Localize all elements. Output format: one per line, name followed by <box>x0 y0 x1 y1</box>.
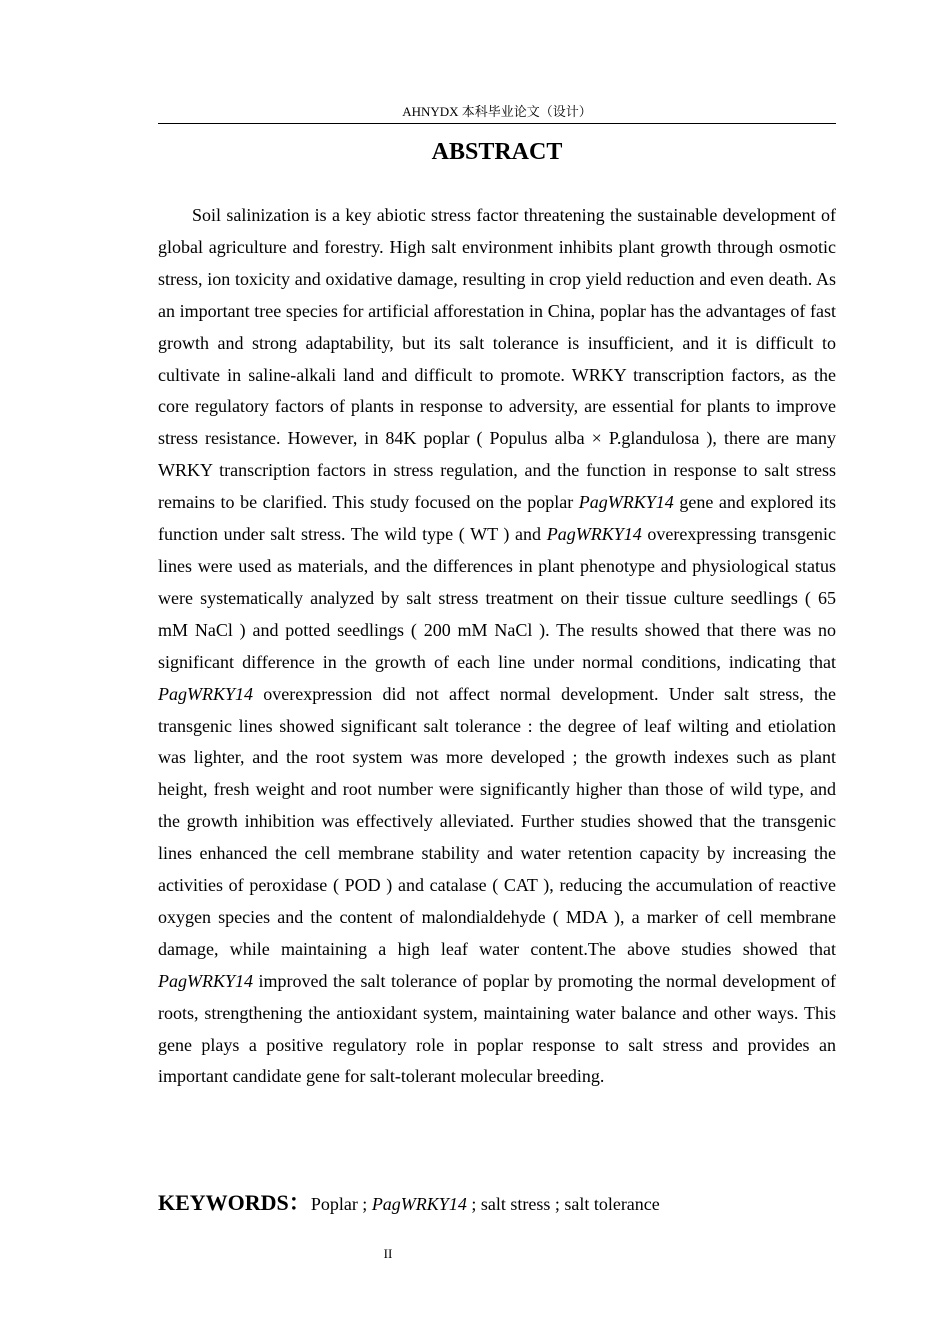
header-rule <box>158 123 836 124</box>
abstract-title: ABSTRACT <box>431 139 563 165</box>
abstract-paragraph <box>158 200 836 1093</box>
abstract-text-segment: Soil salinization is a key abiotic stress factor threatening the sustainable development of global agriculture and forestry. High salt environment inhibits plant growth through osmotic stress, ion toxicity and oxidative damage, resulting in crop yield reduction and even death. As an important tree species for artificial afforestation in China, poplar has the advantages of fast growth and strong adaptability, but its salt tolerance is insufficient, and it is difficult to cultivate in saline-alkali land and difficult to promote. WRKY transcription factors, as the core regulatory factors of plants in response to adversity, are essential for plants to improve stress resistance. However, in 84K poplar ( Populus alba × P.glandulosa ), there are many WRKY transcription factors in stress regulation, and the function in response to salt stress remains to be clarified. This study focused on the poplar <box>158 205 836 513</box>
keyword-term: Poplar ; <box>310 1194 372 1214</box>
abstract-text-segment: improved the salt tolerance of poplar by promoting the normal development of roots, strengthening the antioxidant system, maintaining water balance and other ways. This gene plays a positive regulatory role in poplar response to salt stress and provides an important candidate gene for salt-tolerant molecular breeding. <box>158 970 836 1087</box>
running-header: AHNYDX 本科毕业论文（设计） <box>402 104 592 119</box>
gene-name: PagWRKY14 <box>158 970 254 991</box>
page-number: II <box>383 1246 393 1261</box>
keyword-gene-term: PagWRKY14 <box>371 1194 467 1214</box>
keywords-line <box>158 1188 836 1219</box>
abstract-text-segment: overexpressing transgenic lines were used as materials, and the differences in plant phenotype and physiological status were systematically analyzed by salt stress treatment on their tissue culture seedlings ( 65 mM NaCl ) and potted seedlings ( 200 mM NaCl ). The results showed that there was no significant difference in the growth of each line under normal conditions, indicating that <box>158 524 836 672</box>
gene-name: PagWRKY14 <box>578 492 674 513</box>
gene-name: PagWRKY14 <box>158 683 254 704</box>
abstract-text-segment: overexpression did not affect normal development. Under salt stress, the transgenic lines showed significant salt tolerance : the degree of leaf wilting and etiolation was lighter, and the root system was more developed ; the growth indexes such as plant height, fresh weight and root number were significantly higher than those of wild type, and the growth inhibition was effectively alleviated. Further studies showed that the transgenic lines enhanced the cell membrane stability and water retention capacity by increasing the activities of peroxidase ( POD ) and catalase ( CAT ), reducing the accumulation of reactive oxygen species and the content of malondialdehyde ( MDA ), a marker of cell membrane damage, while maintaining a high leaf water content.The above studies showed that <box>158 683 836 959</box>
gene-name: PagWRKY14 <box>546 524 642 545</box>
abstract-text-segment: gene and explored its function under salt stress. The wild type ( WT ) and <box>158 492 837 545</box>
keyword-term: ; salt stress ; salt tolerance <box>466 1194 660 1214</box>
keywords-label: KEYWORDS： <box>158 1190 311 1215</box>
